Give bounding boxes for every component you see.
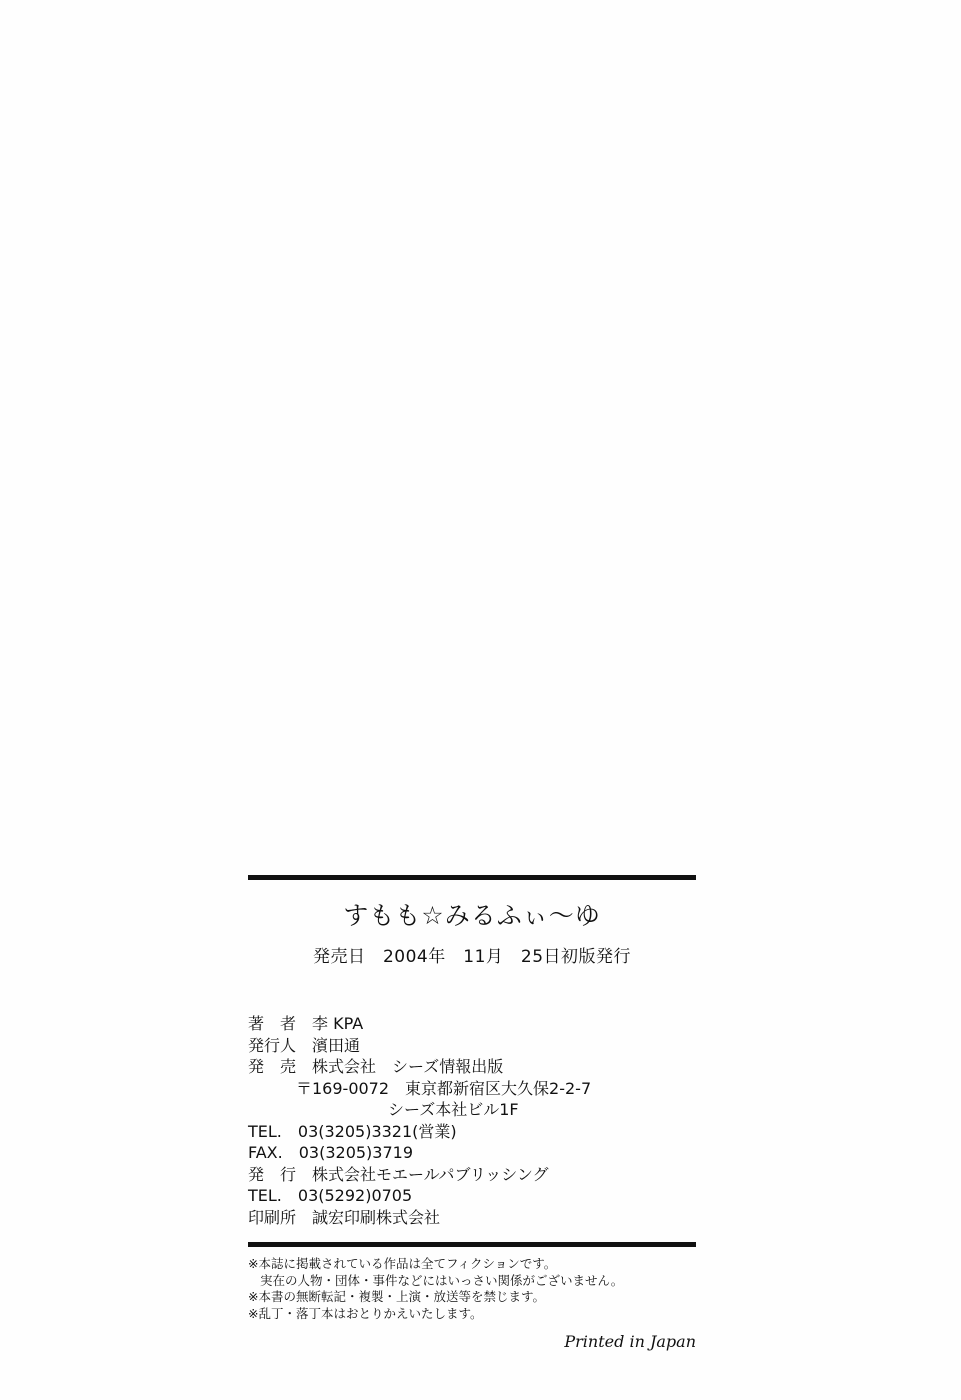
top-rule	[248, 875, 696, 880]
credit-line: TEL. 03(5292)0705	[248, 1186, 413, 1205]
credit-line: 〒169-0072 東京都新宿区大久保2-2-7	[296, 1078, 592, 1098]
legal-notes	[248, 1256, 696, 1322]
page-title: すもも☆みるふぃ～ゆ	[343, 901, 601, 930]
legal-note: ※本書の無断転記・複製・上演・放送等を禁じます。	[248, 1289, 545, 1304]
credit-line: FAX. 03(3205)3719	[248, 1143, 414, 1162]
publication-date: 発売日 2004年 11月 25日初版発行	[312, 947, 632, 967]
colophon-block	[248, 875, 696, 1351]
credit-line: 発 行 株式会社モエールパブリッシング	[248, 1164, 549, 1184]
credits-list	[248, 1013, 696, 1228]
credit-line: 発 売 株式会社 シーズ情報出版	[248, 1057, 504, 1076]
credit-line: 著 者 李 KPA	[248, 1014, 364, 1033]
credit-line: シーズ本社ビル1F	[388, 1100, 519, 1119]
legal-note: ※本誌に掲載されている作品は全てフィクションです。	[248, 1256, 557, 1271]
legal-note: ※乱丁・落丁本はおとりかえいたします。	[248, 1305, 483, 1321]
printed-in-japan: Printed in Japan	[564, 1332, 696, 1351]
credit-line: 発行人 濱田通	[248, 1035, 361, 1055]
bottom-rule	[248, 1242, 696, 1247]
credit-line: TEL. 03(3205)3321(営業)	[248, 1121, 457, 1141]
legal-note: 実在の人物・団体・事件などにはいっさい関係がございません。	[260, 1272, 624, 1288]
credit-line: 印刷所 誠宏印刷株式会社	[248, 1207, 441, 1227]
